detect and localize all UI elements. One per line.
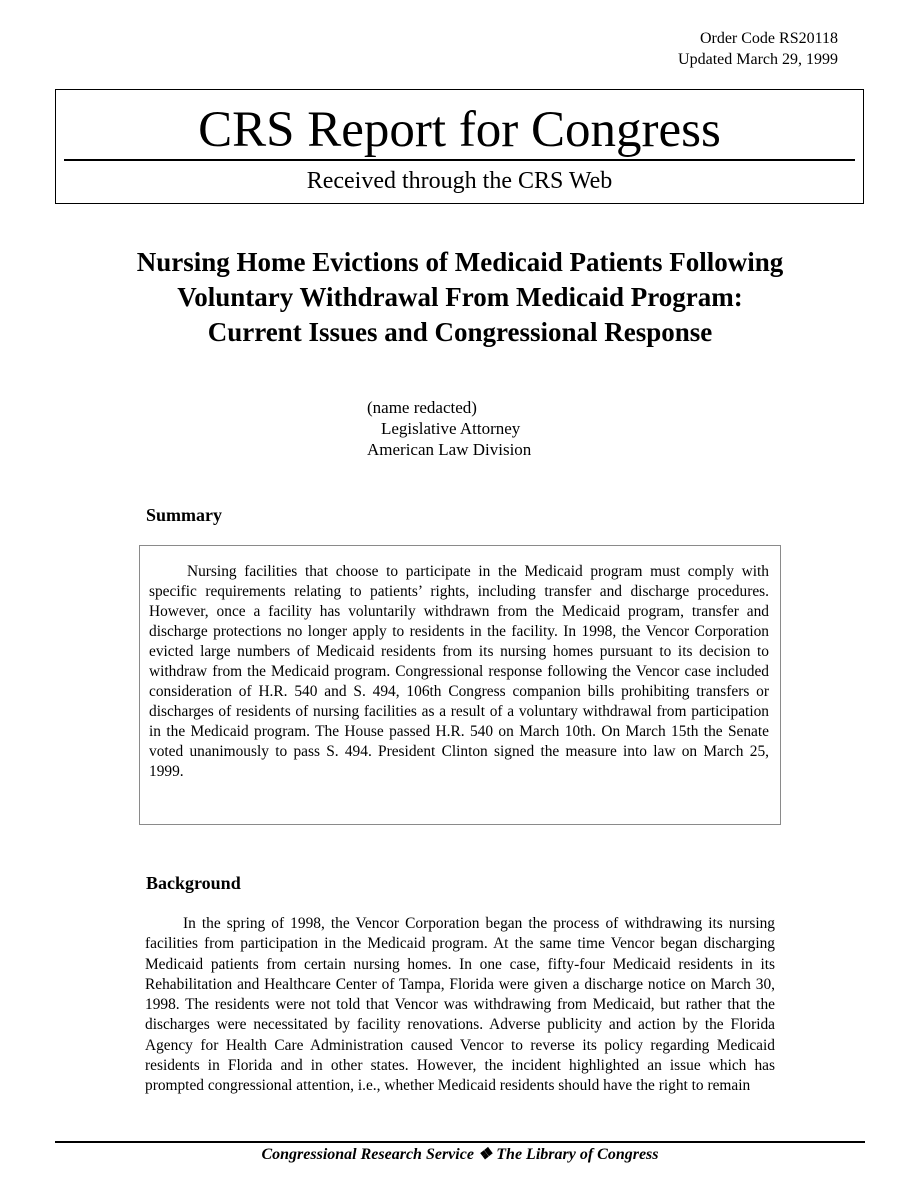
summary-text: Nursing facilities that choose to participate in the Medicaid program must comply with specific requirements relating to patients’ rights, including transfer and discharge procedures. However, once a facility has voluntarily withdrawn from the Medicaid program, transfer and discharge protections no longer apply to residents in the facility. In 1998, the Vencor Corporation evicted large numbers of Medicaid residents from its nursing homes pursuant to its decision to withdraw from the Medicaid program. Congressional response following the Vencor case included consideration of H.R. 540 and S. 494, 106th Congress companion bills prohibiting transfers or discharges of residents of nursing facilities as a result of a voluntary withdrawal from participation in the Medicaid program. The House passed H.R. 540 on March 10th. On March 15th the Senate voted unanimously to pass S. 494. President Clinton signed the measure into law on March 25, 1999. bbox=[149, 563, 769, 780]
author-name: (name redacted) bbox=[367, 398, 477, 417]
order-code: Order Code RS20118 bbox=[699, 30, 838, 47]
footer-rule bbox=[55, 1141, 865, 1143]
masthead-subtitle: Received through the CRS Web bbox=[306, 168, 613, 194]
summary-heading: Summary bbox=[146, 505, 222, 525]
updated-date: Updated March 29, 1999 bbox=[678, 51, 838, 68]
author-block bbox=[367, 397, 531, 460]
footer-text: Congressional Research Service ❖ The Library of Congress bbox=[261, 1146, 659, 1163]
document-title: Nursing Home Evictions of Medicaid Patients Following Voluntary Withdrawal From Medicaid Program: Current Issues and Congressional Response bbox=[136, 247, 784, 347]
masthead-rule bbox=[64, 159, 855, 161]
background-text: In the spring of 1998, the Vencor Corporation began the process of withdrawing its nursing facilities from participation in the Medicaid program. At the same time Vencor began discharging Medicaid patients from certain nursing homes. In one case, fifty-four Medicaid residents in its Rehabilitation and Healthcare Center of Tampa, Florida were given a discharge notice on March 30, 1998. The residents were not told that Vencor was withdrawing from Medicaid, but rather that the discharges were necessitated by facility renovations. Adverse publicity and action by the Florida Agency for Health Care Administration caused Vencor to reverse its policy regarding Medicaid residents in Florida and in other states. However, the incident highlighted an issue which has prompted congressional attention, i.e., whether Medicaid residents should have the right to remain bbox=[145, 915, 775, 1095]
masthead-title: CRS Report for Congress bbox=[198, 102, 721, 158]
summary-box bbox=[139, 545, 781, 825]
author-division: American Law Division bbox=[367, 440, 532, 459]
masthead-box bbox=[55, 89, 864, 204]
order-code-block bbox=[678, 28, 838, 70]
author-role: Legislative Attorney bbox=[381, 419, 521, 438]
background-heading: Background bbox=[146, 873, 241, 893]
